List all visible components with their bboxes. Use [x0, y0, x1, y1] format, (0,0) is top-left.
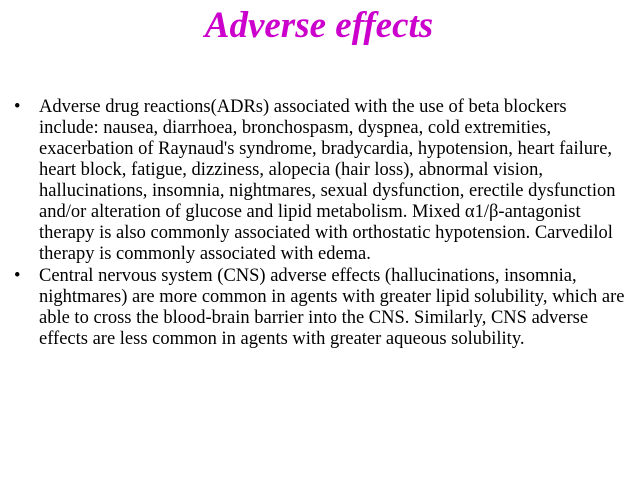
bullet-list: [14, 97, 629, 350]
bullet-text: Central nervous system (CNS) adverse effects (hallucinations, insomnia, nightmares) are more common in agents with greater lipid solubility, which are able to cross the blood-brain barrier into the CNS. Similarly, CNS adverse effects are less common in agents with greater aqueous solubility.: [39, 266, 625, 349]
bullet-text: Adverse drug reactions(ADRs) associated with the use of beta blockers include: nausea, diarrhoea, bronchospasm, dyspnea, cold extremities, exacerbation of Raynaud's syndrome, bradycardia, hypotension, heart failure, heart block, fatigue, dizziness, alopecia (hair loss), abnormal vision, hallucinations, insomnia, nightmares, sexual dysfunction, erectile dysfunction and/or alteration of glucose and lipid metabolism. Mixed α1/β-antagonist therapy is also commonly associated with orthostatic hypotension. Carvedilol therapy is commonly associated with edema.: [39, 97, 616, 264]
bullet-dot-icon: •: [14, 266, 21, 286]
slide-title: Adverse effects: [204, 5, 434, 46]
bullet-item-adverse-drug-reactions: [14, 97, 629, 265]
bullet-item-cns-effects: [14, 266, 629, 350]
bullet-dot-icon: •: [14, 97, 21, 117]
